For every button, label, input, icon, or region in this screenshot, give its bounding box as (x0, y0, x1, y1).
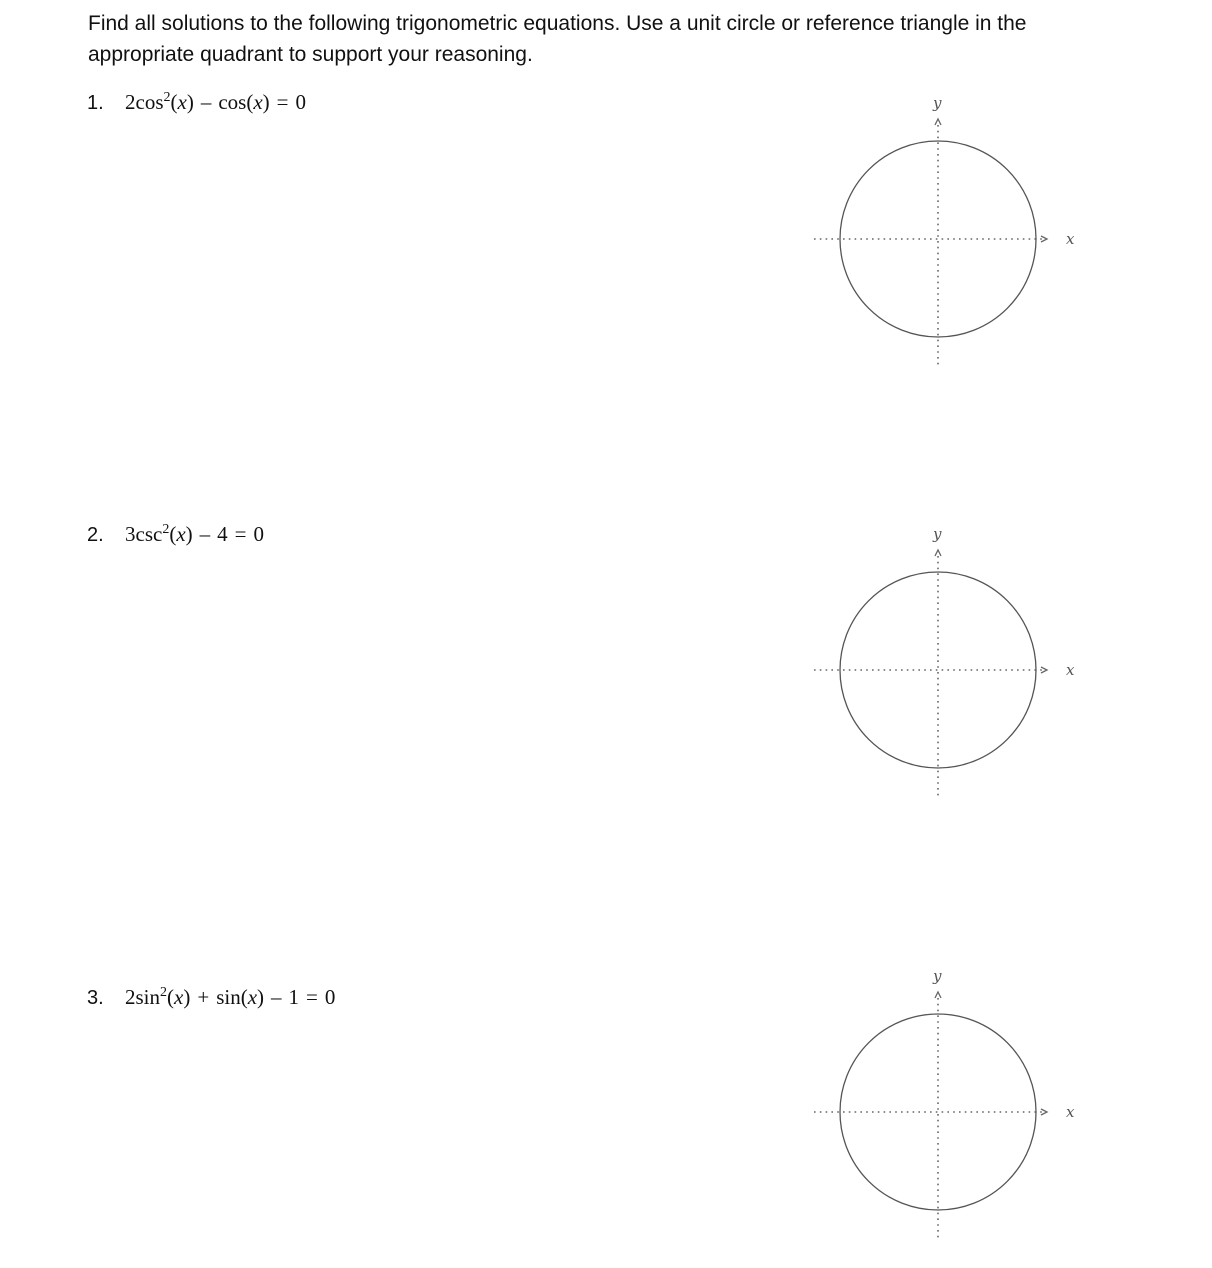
term: sin( (216, 985, 248, 1009)
y-axis-arrow-icon (935, 119, 941, 125)
term: 3csc (125, 522, 163, 546)
operator: + (197, 985, 210, 1009)
problem-3 (87, 984, 335, 1011)
operator: = (276, 90, 289, 114)
term: 2cos (125, 90, 164, 114)
x-axis-label: x (1066, 230, 1075, 248)
term: ( (167, 985, 175, 1009)
x-axis-arrow-icon (1041, 236, 1047, 242)
term: ) (185, 522, 193, 546)
term: ) (262, 90, 270, 114)
x-axis-label: x (1066, 1103, 1075, 1121)
equation (125, 522, 264, 546)
unit-circle-svg (808, 92, 1088, 372)
term: cos( (218, 90, 254, 114)
x-axis-arrow-icon (1041, 1109, 1047, 1115)
term: 0 (295, 90, 306, 114)
variable: x (176, 522, 186, 546)
term: 1 (288, 985, 300, 1009)
term: 0 (253, 522, 264, 546)
unit-circle-plot-1 (808, 92, 1088, 372)
operator: = (234, 522, 247, 546)
exponent: 2 (163, 90, 171, 105)
y-axis-label: y (933, 94, 942, 112)
x-axis-arrow-icon (1041, 667, 1047, 673)
x-axis-label: x (1066, 661, 1075, 679)
problem-number: 2. (87, 524, 104, 546)
term: 0 (324, 985, 336, 1009)
exponent: 2 (160, 985, 168, 1000)
equation (125, 985, 335, 1009)
operator: = (306, 985, 318, 1009)
instructions: Find all solutions to the following trigonometric equations. Use a unit circle or reference triangle in the appropriate quadrant to support your reasoning. (88, 12, 1027, 66)
term: 2sin (125, 985, 161, 1009)
operator: – (271, 985, 282, 1009)
y-axis-arrow-icon (935, 550, 941, 556)
term: ) (257, 985, 265, 1009)
exponent: 2 (162, 522, 170, 537)
term: ( (169, 522, 177, 546)
term: ( (170, 90, 178, 114)
problem-2 (87, 521, 264, 548)
problem-number: 3. (87, 987, 104, 1009)
variable: x (174, 985, 184, 1009)
term: ) (183, 985, 191, 1009)
y-axis-arrow-icon (935, 992, 941, 998)
variable: x (177, 90, 187, 114)
operator: – (200, 90, 212, 114)
unit-circle-plot-2 (808, 523, 1088, 803)
y-axis-label: y (933, 525, 942, 543)
term: ) (186, 90, 194, 114)
unit-circle-svg (808, 965, 1088, 1245)
problem-1 (87, 89, 306, 116)
unit-circle-svg (808, 523, 1088, 803)
problem-number: 1. (87, 92, 104, 114)
term: 4 (217, 522, 228, 546)
variable: x (253, 90, 263, 114)
unit-circle-plot-3 (808, 965, 1088, 1245)
operator: – (199, 522, 211, 546)
y-axis-label: y (933, 967, 942, 985)
variable: x (247, 985, 258, 1009)
equation (125, 90, 306, 114)
